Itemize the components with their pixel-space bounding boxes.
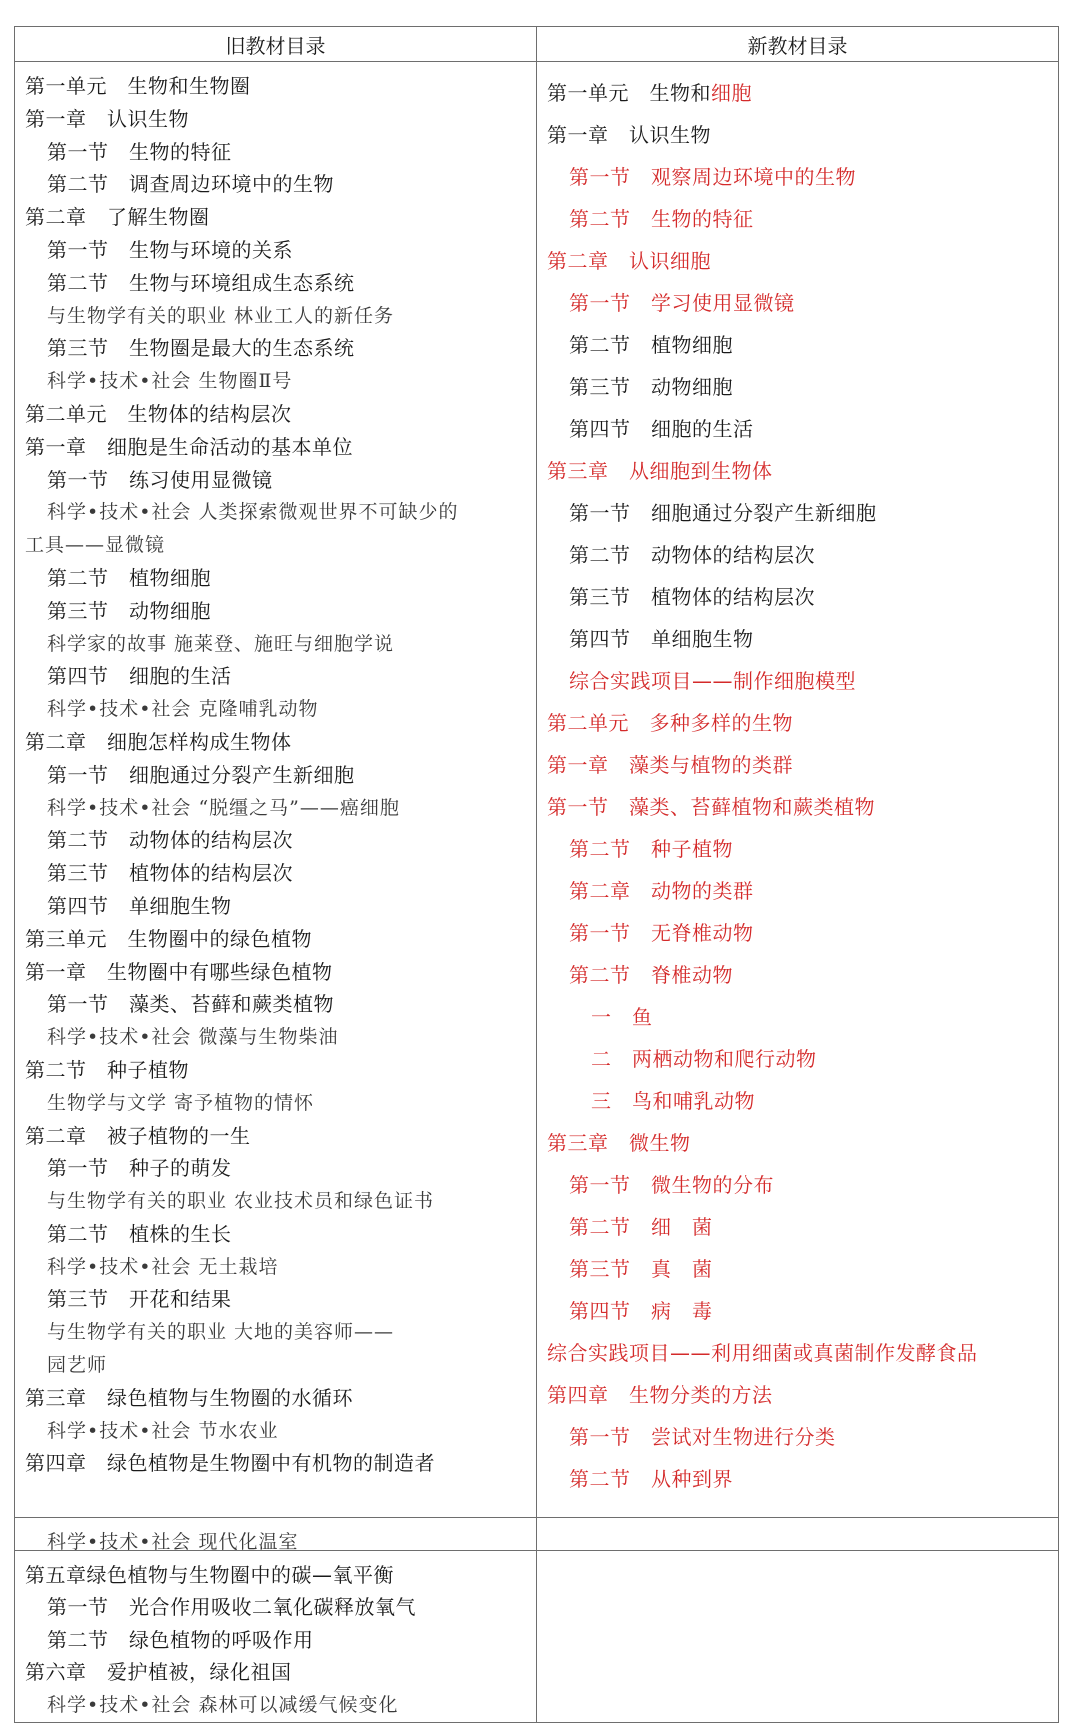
- old-toc-entry: 第一章 生物圈中有哪些绿色植物: [25, 959, 333, 984]
- new-toc-entry: [547, 576, 1048, 618]
- new-toc-entry: [547, 240, 1048, 282]
- old-toc-entry: 科学•技术•社会 “脱缰之马”——癌细胞: [47, 796, 400, 819]
- new-toc-entry: [547, 786, 1048, 828]
- new-toc-entry: [547, 702, 1048, 744]
- new-toc-entry: [547, 1038, 1048, 1080]
- toc-comparison-table: [14, 26, 1059, 1551]
- old-toc-entry: 第一节 藻类、苔藓和蕨类植物: [47, 992, 334, 1017]
- old-toc-entry: 第四节 细胞的生活: [47, 664, 232, 689]
- old-toc-entry: 科学•技术•社会 人类探索微观世界不可缺少的: [47, 501, 459, 524]
- toc-continuation-table: [14, 1517, 1059, 1723]
- new-toc-entry: [547, 1080, 1048, 1122]
- changed-text: 第二章 动物的类群: [569, 879, 754, 903]
- old-toc-cell: [15, 62, 537, 1551]
- changed-text: 第二单元 多种多样的生物: [547, 711, 793, 735]
- old-toc-entry: 第二章 了解生物圈: [25, 205, 210, 230]
- changed-text: 第一节 观察周边环境中的生物: [569, 165, 856, 189]
- old-toc-entry: 第二节 调查周边环境中的生物: [47, 172, 334, 197]
- new-toc-cell: [537, 62, 1059, 1551]
- changed-text: 第三章 微生物: [547, 1131, 691, 1155]
- old-toc-entry: 科学•技术•社会 现代化温室: [47, 1531, 299, 1553]
- changed-text: 一 鱼: [591, 1005, 653, 1029]
- unchanged-text: 第一节 细胞通过分裂产生新细胞: [569, 501, 877, 525]
- new-toc-entry: [547, 72, 1048, 114]
- changed-text: 第二章 认识细胞: [547, 249, 711, 273]
- new-toc-entry: [547, 912, 1048, 954]
- changed-text: 细胞: [711, 81, 752, 105]
- changed-text: 第二节 从种到界: [569, 1467, 733, 1491]
- old-toc-entry: 第一节 生物与环境的关系: [47, 237, 293, 262]
- new-toc-entry: [547, 492, 1048, 534]
- new-toc-entry: [547, 870, 1048, 912]
- unchanged-text: 第一单元 生物和: [547, 81, 711, 105]
- old-toc-entry: 生物学与文学 寄予植物的情怀: [47, 1091, 315, 1114]
- unchanged-text: 第四节 细胞的生活: [569, 417, 754, 441]
- new-toc-entry: [547, 114, 1048, 156]
- new-toc-entry: [547, 156, 1048, 198]
- new-toc-entry: [547, 366, 1048, 408]
- new-toc-entry: [547, 1164, 1048, 1206]
- changed-text: 第一节 尝试对生物进行分类: [569, 1425, 836, 1449]
- changed-text: 第三节 真 菌: [569, 1257, 713, 1281]
- changed-text: 三 鸟和哺乳动物: [591, 1089, 755, 1113]
- old-toc-entry: 第二节 植物细胞: [47, 565, 211, 590]
- unchanged-text: 第一章 认识生物: [547, 123, 711, 147]
- old-toc-entry: 第二节 绿色植物的呼吸作用: [47, 1627, 314, 1652]
- changed-text: 综合实践项目——制作细胞模型: [569, 669, 856, 693]
- old-toc-entry: 第五章绿色植物与生物圈中的碳—氧平衡: [25, 1562, 394, 1587]
- old-toc-entry: 第一节 生物的特征: [47, 139, 232, 164]
- old-toc-entry: 第四章 绿色植物是生物圈中有机物的制造者: [25, 1451, 435, 1476]
- old-toc-entry: 第二节 植株的生长: [47, 1221, 232, 1246]
- old-toc-entry: 科学•技术•社会 森林可以减缓气候变化: [47, 1693, 399, 1716]
- new-toc-entry: [547, 1290, 1048, 1332]
- old-toc-header: 旧教材目录: [15, 27, 537, 62]
- old-toc-entry: 第三节 植物体的结构层次: [47, 861, 293, 886]
- old-toc-entry: 与生物学有关的职业 农业技术员和绿色证书: [47, 1190, 435, 1213]
- new-toc-entry: [547, 450, 1048, 492]
- changed-text: 二 两栖动物和爬行动物: [591, 1047, 817, 1071]
- old-toc-continued-list: [25, 1526, 526, 1722]
- new-toc-entry: [547, 282, 1048, 324]
- unchanged-text: 第三节 动物细胞: [569, 375, 733, 399]
- new-toc-entry: [547, 1416, 1048, 1458]
- old-toc-entry: 工具——显微镜: [25, 534, 166, 557]
- unchanged-text: 第二节 植物细胞: [569, 333, 733, 357]
- old-toc-entry: 科学•技术•社会 生物圈Ⅱ号: [47, 370, 293, 393]
- old-toc-entry: 科学•技术•社会 克隆哺乳动物: [47, 698, 319, 721]
- new-toc-list: [547, 72, 1048, 1500]
- old-toc-entry: 与生物学有关的职业 林业工人的新任务: [47, 304, 395, 327]
- new-toc-entry: [547, 198, 1048, 240]
- old-toc-entry: 第一单元 生物和生物圈: [25, 74, 251, 98]
- new-toc-entry: [547, 1122, 1048, 1164]
- old-toc-entry: 园艺师: [47, 1354, 108, 1377]
- new-toc-entry: [547, 534, 1048, 576]
- changed-text: 第一节 藻类、苔藓植物和蕨类植物: [547, 795, 875, 819]
- unchanged-text: 第三节 植物体的结构层次: [569, 585, 815, 609]
- unchanged-text: 第二节 动物体的结构层次: [569, 543, 815, 567]
- new-toc-entry: [547, 1206, 1048, 1248]
- old-toc-entry: 第一节 种子的萌发: [47, 1156, 232, 1181]
- changed-text: 第二节 生物的特征: [569, 207, 754, 231]
- old-toc-list: [25, 70, 526, 1480]
- new-toc-entry: [547, 954, 1048, 996]
- old-toc-entry: 第三节 生物圈是最大的生态系统: [47, 336, 355, 361]
- changed-text: 第一章 藻类与植物的类群: [547, 753, 793, 777]
- old-toc-entry: 第二章 细胞怎样构成生物体: [25, 729, 292, 754]
- old-toc-entry: 第二节 动物体的结构层次: [47, 828, 293, 853]
- old-toc-entry: 第一章 认识生物: [25, 106, 189, 131]
- old-toc-entry: 科学•技术•社会 微藻与生物柴油: [47, 1026, 339, 1049]
- changed-text: 第一节 学习使用显微镜: [569, 291, 795, 315]
- new-toc-entry: [547, 618, 1048, 660]
- empty-cell: [537, 1518, 1059, 1723]
- new-toc-entry: [547, 744, 1048, 786]
- old-toc-entry: 第三节 开花和结果: [47, 1287, 232, 1312]
- changed-text: 第一节 微生物的分布: [569, 1173, 774, 1197]
- old-toc-entry: 第二节 生物与环境组成生态系统: [47, 270, 355, 295]
- new-toc-entry: [547, 1458, 1048, 1500]
- new-toc-header: 新教材目录: [537, 27, 1059, 62]
- old-toc-entry: 与生物学有关的职业 大地的美容师——: [47, 1321, 395, 1344]
- unchanged-text: 第四节 单细胞生物: [569, 627, 754, 651]
- new-toc-entry: [547, 828, 1048, 870]
- old-toc-entry: 第四节 单细胞生物: [47, 893, 232, 918]
- new-toc-entry: [547, 996, 1048, 1038]
- new-toc-entry: [547, 408, 1048, 450]
- old-toc-entry: 第六章 爱护植被，绿化祖国: [25, 1660, 292, 1685]
- old-toc-entry: 第三单元 生物圈中的绿色植物: [25, 926, 312, 951]
- old-toc-entry: 第三章 绿色植物与生物圈的水循环: [25, 1385, 353, 1410]
- new-toc-entry: [547, 660, 1048, 702]
- new-toc-entry: [547, 1332, 1048, 1374]
- old-toc-entry: 第二章 被子植物的一生: [25, 1123, 251, 1148]
- new-toc-entry: [547, 1374, 1048, 1416]
- new-toc-entry: [547, 324, 1048, 366]
- old-toc-continued-cell: [15, 1518, 537, 1723]
- old-toc-entry: 第一节 练习使用显微镜: [47, 467, 273, 492]
- old-toc-entry: 科学家的故事 施莱登、施旺与细胞学说: [47, 632, 395, 655]
- changed-text: 第三章 从细胞到生物体: [547, 459, 773, 483]
- old-toc-entry: 第二单元 生物体的结构层次: [25, 401, 292, 426]
- changed-text: 第二节 种子植物: [569, 837, 733, 861]
- changed-text: 综合实践项目——利用细菌或真菌制作发酵食品: [547, 1341, 978, 1365]
- changed-text: 第四章 生物分类的方法: [547, 1383, 773, 1407]
- old-toc-entry: 第一章 细胞是生命活动的基本单位: [25, 434, 353, 459]
- new-toc-entry: [547, 1248, 1048, 1290]
- old-toc-entry: 科学•技术•社会 节水农业: [47, 1419, 279, 1442]
- changed-text: 第四节 病 毒: [569, 1299, 713, 1323]
- old-toc-entry: 第一节 细胞通过分裂产生新细胞: [47, 762, 355, 787]
- changed-text: 第一节 无脊椎动物: [569, 921, 754, 945]
- old-toc-entry: 第三节 动物细胞: [47, 598, 211, 623]
- old-toc-entry: 第二节 种子植物: [25, 1057, 189, 1082]
- old-toc-entry: 科学•技术•社会 无土栽培: [47, 1255, 279, 1278]
- changed-text: 第二节 脊椎动物: [569, 963, 733, 987]
- old-toc-entry: 第一节 光合作用吸收二氧化碳释放氧气: [47, 1595, 416, 1620]
- changed-text: 第二节 细 菌: [569, 1215, 713, 1239]
